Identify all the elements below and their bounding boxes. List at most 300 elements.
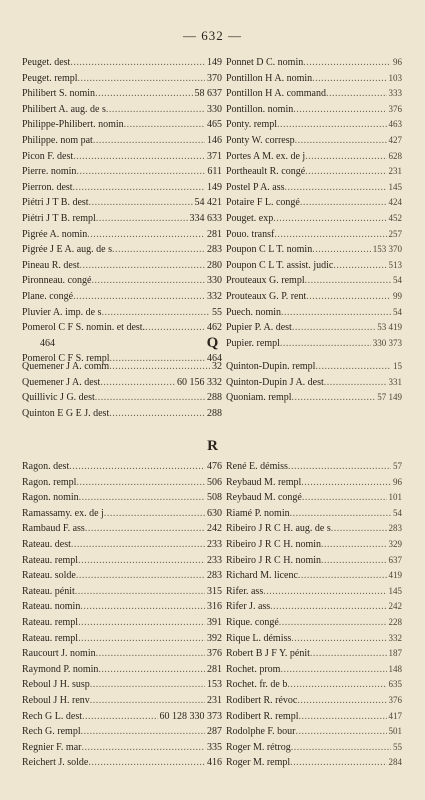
entry-name: Pigrée J E A. aug. de s: [22, 244, 112, 256]
leader-dots: [73, 149, 205, 165]
entry-page-numbers: 153: [207, 679, 222, 691]
entry-page-numbers: 283: [207, 244, 222, 256]
index-entry: [22, 149, 222, 165]
entry-page-numbers: 280: [207, 259, 222, 271]
leader-dots: [292, 390, 376, 406]
index-entry: [22, 584, 222, 600]
entry-name: Pontillon. nomin: [226, 103, 294, 115]
section-letter-q: Q: [206, 335, 219, 351]
entry-name: Regnier F. mar: [22, 741, 82, 753]
leader-dots: [280, 662, 386, 678]
leader-dots: [274, 227, 386, 243]
entry-page-numbers: 284: [388, 757, 402, 768]
index-entry: [22, 709, 222, 725]
index-entry: [22, 599, 222, 615]
entry-page-numbers: 287: [207, 726, 222, 738]
entry-page-numbers: 465: [207, 119, 222, 131]
page-number: — 632 —: [183, 28, 242, 43]
entry-name: Quinton-Dupin. rempl: [226, 361, 316, 372]
leader-dots: [270, 599, 386, 615]
leader-dots: [290, 755, 386, 771]
leader-dots: [75, 584, 205, 600]
index-entry: [226, 164, 402, 180]
leader-dots: [277, 117, 386, 133]
entry-name: Riamé P. nomin: [226, 507, 290, 519]
leader-dots: [76, 475, 205, 491]
index-entry: [226, 71, 402, 87]
entry-name: Pouo. transf: [226, 228, 275, 240]
leader-dots: [281, 305, 391, 321]
leader-dots: [305, 164, 386, 180]
entry-name: Richard M. licenc: [226, 570, 298, 582]
index-entry: [226, 724, 402, 740]
leader-dots: [89, 195, 193, 211]
index-entry: [22, 406, 222, 422]
index-entry: [226, 677, 402, 693]
entry-page-numbers: 242: [388, 601, 402, 612]
leader-dots: [88, 755, 205, 771]
entry-name: Rodolphe F. bour: [226, 726, 296, 738]
entry-name: Quinton E G E J. dest: [22, 407, 110, 419]
leader-dots: [297, 693, 386, 709]
leader-dots: [306, 289, 391, 305]
entry-name: Plane. congé: [22, 290, 74, 302]
entry-page-numbers: 283: [207, 570, 222, 582]
index-entry: [226, 211, 402, 227]
index-entry: [226, 584, 402, 600]
leader-dots: [95, 390, 205, 406]
index-entry: [226, 117, 402, 133]
entry-page-numbers: 376: [388, 103, 402, 114]
leader-dots: [90, 693, 205, 709]
entry-page-numbers: 96: [393, 476, 402, 487]
index-entry: [226, 258, 402, 274]
index-entry: [226, 521, 402, 537]
entry-name: Reboul J H. renv: [22, 694, 90, 706]
entry-page-numbers: 145: [388, 585, 402, 596]
entry-page-numbers: 96: [393, 57, 402, 67]
leader-dots: [331, 521, 387, 537]
entry-name: Reybaud M. congé: [226, 492, 302, 504]
entry-name: Rifer J. ass: [226, 601, 271, 613]
entry-page-numbers: 628: [388, 150, 402, 161]
entry-name: Portes A M. ex. de j: [226, 150, 306, 162]
leader-dots: [300, 195, 387, 211]
index-entry: [226, 102, 402, 118]
entry-name: Rateau. nomin: [22, 601, 81, 613]
index-entry: [22, 553, 222, 569]
entry-page-numbers: 371: [207, 150, 222, 162]
index-entry: [22, 755, 222, 771]
leader-dots: [315, 359, 391, 375]
leader-dots: [100, 375, 175, 391]
entry-page-numbers: 145: [388, 181, 402, 192]
entry-page-numbers: 60 156 332: [177, 376, 222, 388]
entry-name: Pigrée A. nomin: [22, 228, 88, 240]
index-entry: [226, 195, 402, 211]
entry-name: Rech G L. dest: [22, 710, 82, 722]
index-entry: [22, 211, 222, 227]
entry-name: Rech G. rempl: [22, 726, 81, 738]
entry-page-numbers: 99: [393, 290, 402, 301]
leader-dots: [109, 406, 205, 422]
entry-page-numbers: 630: [207, 507, 222, 519]
index-entry: [226, 475, 402, 491]
entry-page-numbers: 376: [388, 694, 402, 705]
entry-name: Rodibert R. rempl: [226, 710, 299, 722]
leader-dots: [69, 459, 205, 475]
index-column-r-left: [22, 459, 222, 771]
entry-name: Quemener J A. comm: [22, 361, 110, 372]
entry-page-numbers: 15: [393, 361, 402, 371]
entry-name: Rateau. rempl: [22, 632, 79, 644]
entry-page-numbers: 281: [207, 663, 222, 675]
index-entry: [22, 646, 222, 662]
leader-dots: [80, 599, 205, 615]
leader-dots: [106, 102, 205, 118]
entry-name: Rifer. ass: [226, 585, 264, 597]
entry-page-numbers: 228: [388, 616, 402, 627]
entry-page-numbers: 55: [212, 306, 222, 318]
entry-page-numbers: 464: [207, 353, 222, 365]
entry-name: Pineau R. dest: [22, 259, 80, 271]
entry-page-numbers: 57 149: [377, 392, 402, 403]
leader-dots: [312, 242, 371, 258]
index-entry: [22, 537, 222, 553]
index-entry: [22, 521, 222, 537]
entry-page-numbers: 55: [393, 741, 402, 752]
leader-dots: [95, 86, 192, 102]
index-entry: [22, 289, 222, 305]
entry-name: Roger M. rempl: [226, 757, 291, 769]
entry-page-numbers: 316: [207, 601, 222, 613]
entry-page-numbers: 513: [388, 259, 402, 270]
leader-dots: [273, 211, 386, 227]
section-letter-r: R: [207, 438, 218, 454]
entry-name: Pouget. exp: [226, 212, 274, 224]
leader-dots: [76, 568, 205, 584]
index-entry: [226, 553, 402, 569]
entry-page-numbers: 330 373: [372, 337, 402, 348]
leader-dots: [291, 740, 391, 756]
leader-dots: [124, 117, 205, 133]
entry-name: Philippe. nom pat: [22, 134, 93, 146]
entry-name: Ribeiro J R C H. aug. de s: [226, 523, 331, 535]
entry-page-numbers: 148: [388, 663, 402, 674]
index-entry: [22, 258, 222, 274]
leader-dots: [291, 631, 386, 647]
entry-page-numbers: 392: [207, 632, 222, 644]
entry-page-numbers: 370: [207, 72, 222, 84]
leader-dots: [73, 180, 205, 196]
entry-page-numbers: 233: [207, 554, 222, 566]
leader-dots: [295, 724, 386, 740]
entry-name: Rique. congé: [226, 616, 279, 628]
leader-dots: [292, 320, 375, 336]
index-entry: [226, 568, 402, 584]
index-entry: [226, 375, 402, 391]
entry-name: Ribeiro J R C H. nomin: [226, 538, 322, 550]
index-entry: [22, 117, 222, 133]
entry-name: Quillivic J G. dest: [22, 392, 95, 404]
entry-name: Puech. nomin: [226, 306, 281, 318]
index-entry: [22, 615, 222, 631]
leader-dots: [78, 71, 205, 87]
entry-page-numbers: 103: [388, 72, 402, 83]
index-entry: [22, 740, 222, 756]
entry-name: Pluvier A. imp. de s: [22, 306, 102, 318]
entry-page-numbers: 391: [207, 616, 222, 628]
entry-name: Ragon. nomin: [22, 492, 79, 504]
entry-name: 464: [40, 337, 55, 349]
index-entry: [226, 615, 402, 631]
leader-dots: [333, 258, 386, 274]
index-entry: [226, 289, 402, 305]
leader-dots: [326, 86, 387, 102]
leader-dots: [96, 211, 188, 227]
index-column-q-right: [226, 359, 402, 406]
leader-dots: [82, 709, 158, 725]
entry-name: Philippe-Philibert. nomin: [22, 119, 124, 131]
entry-name: Picon F. dest: [22, 150, 74, 162]
index-entry: [22, 227, 222, 243]
entry-page-numbers: 233: [207, 538, 222, 550]
entry-page-numbers: 149: [207, 181, 222, 193]
index-entry: [226, 646, 402, 662]
leader-dots: [288, 459, 391, 475]
entry-page-numbers: 427: [388, 134, 402, 145]
index-entry: [22, 662, 222, 678]
leader-dots: [321, 553, 386, 569]
entry-page-numbers: 376: [207, 648, 222, 660]
entry-page-numbers: 288: [207, 407, 222, 419]
entry-page-numbers: 330: [207, 275, 222, 287]
entry-page-numbers: 32: [212, 361, 222, 372]
leader-dots: [145, 320, 205, 336]
leader-dots: [93, 133, 205, 149]
entry-name: Quoniam. rempl: [226, 392, 292, 404]
index-entry: [226, 180, 402, 196]
leader-dots: [91, 273, 205, 289]
leader-dots: [76, 164, 205, 180]
entry-page-numbers: 637: [388, 554, 402, 565]
index-entry: [226, 305, 402, 321]
entry-page-numbers: 332: [207, 290, 222, 302]
entry-name: Prouteaux G. P. rent: [226, 290, 307, 302]
entry-page-numbers: 146: [207, 134, 222, 146]
leader-dots: [321, 537, 386, 553]
entry-page-numbers: 416: [207, 757, 222, 769]
entry-name: Pontillon H A. nomin: [226, 72, 313, 84]
index-entry: [226, 149, 402, 165]
index-entry: [226, 693, 402, 709]
entry-name: Philibert S. nomin: [22, 88, 96, 100]
leader-dots: [310, 646, 387, 662]
entry-name: Quemener J A. dest: [22, 376, 101, 388]
entry-page-numbers: 101: [388, 492, 402, 503]
index-entry: [22, 242, 222, 258]
entry-name: Rochet. prom: [226, 663, 281, 675]
entry-page-numbers: 501: [388, 726, 402, 737]
index-entry: [22, 490, 222, 506]
index-entry: [22, 195, 222, 211]
index-entry: [22, 459, 222, 475]
index-entry: [22, 724, 222, 740]
entry-name: René E. démiss: [226, 461, 288, 472]
entry-name: Pontillon H A. command: [226, 88, 326, 100]
index-entry: [226, 320, 402, 336]
index-entry: [22, 693, 222, 709]
index-entry: [226, 227, 402, 243]
leader-dots: [293, 102, 386, 118]
entry-page-numbers: 60 128 330 373: [159, 710, 222, 722]
entry-name: Potaire F L. congé: [226, 197, 300, 209]
index-entry: [22, 359, 222, 375]
index-entry: [226, 273, 402, 289]
index-column-p-left: [22, 55, 222, 367]
entry-page-numbers: 330: [207, 103, 222, 115]
entry-name: Ragon. dest: [22, 461, 70, 472]
entry-page-numbers: 54: [393, 507, 402, 518]
entry-page-numbers: 611: [207, 166, 222, 178]
entry-page-numbers: 54: [393, 306, 402, 317]
index-entry: [226, 631, 402, 647]
leader-dots: [287, 677, 386, 693]
entry-page-numbers: 57: [393, 461, 402, 471]
entry-page-numbers: 281: [207, 228, 222, 240]
leader-dots: [298, 568, 387, 584]
entry-page-numbers: 54 421: [194, 197, 222, 209]
leader-dots: [324, 375, 387, 391]
leader-dots: [87, 227, 205, 243]
entry-page-numbers: 419: [388, 570, 402, 581]
entry-name: Rateau. solde: [22, 570, 76, 582]
index-column-r-right: [226, 459, 402, 771]
entry-name: Rodibert R. révoc: [226, 694, 298, 706]
index-column-p-right: [226, 55, 402, 351]
index-entry: [22, 390, 222, 406]
entry-page-numbers: 331: [388, 376, 402, 387]
index-entry: [22, 568, 222, 584]
index-entry: [22, 133, 222, 149]
index-entry: [22, 375, 222, 391]
index-entry: [22, 71, 222, 87]
index-entry: [22, 164, 222, 180]
index-entry: [22, 475, 222, 491]
entry-page-numbers: 187: [388, 648, 402, 659]
entry-page-numbers: 506: [207, 476, 222, 488]
index-entry: [22, 506, 222, 522]
leader-dots: [290, 506, 391, 522]
entry-name: Philibert A. aug. de s: [22, 103, 106, 115]
entry-name: Rateau. dest: [22, 538, 71, 550]
leader-dots: [263, 584, 386, 600]
entry-name: Reboul J H. susp: [22, 679, 90, 691]
index-entry: [226, 537, 402, 553]
entry-name: Pupier. rempl: [226, 337, 280, 349]
entry-name: Peuget. dest: [22, 57, 71, 68]
index-entry: [226, 599, 402, 615]
entry-name: Ponty W. corresp: [226, 134, 295, 146]
entry-page-numbers: 242: [207, 523, 222, 535]
entry-name: Raymond P. nomin: [22, 663, 99, 675]
entry-page-numbers: 329: [388, 538, 402, 549]
entry-page-numbers: 417: [388, 710, 402, 721]
index-entry: [22, 320, 222, 336]
entry-page-numbers: 53 419: [377, 322, 402, 333]
entry-name: Roger M. rétrog: [226, 741, 291, 753]
entry-name: Portheault R. congé: [226, 166, 306, 178]
leader-dots: [305, 273, 391, 289]
index-entry: [226, 506, 402, 522]
index-entry: [22, 102, 222, 118]
index-entry: [22, 677, 222, 693]
entry-name: Ragon. rempl: [22, 476, 77, 488]
leader-dots: [79, 490, 205, 506]
leader-dots: [301, 475, 391, 491]
leader-dots: [101, 305, 210, 321]
leader-dots: [78, 553, 205, 569]
index-entry: [22, 273, 222, 289]
leader-dots: [71, 537, 205, 553]
entry-name: Peuget. rempl: [22, 72, 78, 84]
leader-dots: [81, 724, 205, 740]
index-entry: [226, 755, 402, 771]
entry-name: Rateau. rempl: [22, 554, 79, 566]
entry-page-numbers: 508: [207, 492, 222, 504]
index-entry: [226, 86, 402, 102]
index-entry: [22, 86, 222, 102]
entry-page-numbers: 58 637: [194, 88, 222, 100]
entry-page-numbers: 463: [388, 119, 402, 130]
entry-name: Rateau. rempl: [22, 616, 79, 628]
entry-name: Rateau. pénit: [22, 585, 75, 597]
leader-dots: [85, 521, 205, 537]
index-entry: [22, 55, 222, 71]
leader-dots: [78, 631, 205, 647]
leader-dots: [279, 615, 387, 631]
entry-name: Quinton-Dupin J A. dest: [226, 376, 324, 388]
entry-page-numbers: 149: [207, 57, 222, 68]
entry-name: Ponty. rempl: [226, 119, 278, 131]
leader-dots: [109, 359, 210, 375]
entry-page-numbers: 462: [207, 322, 222, 334]
entry-name: Piétri J T B. rempl: [22, 212, 96, 224]
leader-dots: [312, 71, 386, 87]
entry-page-numbers: 231: [388, 166, 402, 177]
entry-page-numbers: 333: [388, 88, 402, 99]
leader-dots: [302, 490, 387, 506]
entry-name: Poupon C L T. nomin: [226, 244, 313, 256]
index-entry: [226, 709, 402, 725]
leader-dots: [98, 662, 205, 678]
index-entry: [226, 359, 402, 375]
entry-name: Rique L. démiss: [226, 632, 292, 644]
leader-dots: [70, 55, 205, 71]
index-column-q-left: [22, 359, 222, 421]
entry-name: Pomerol C F S. nomin. et dest.: [22, 322, 146, 334]
entry-page-numbers: 635: [388, 679, 402, 690]
leader-dots: [303, 55, 391, 71]
leader-dots: [81, 740, 205, 756]
entry-name: Piétri J T B. dest: [22, 197, 89, 209]
entry-name: Robert B J F Y. pénit: [226, 648, 310, 660]
leader-dots: [80, 258, 206, 274]
leader-dots: [96, 646, 205, 662]
entry-page-numbers: 424: [388, 197, 402, 208]
entry-name: Prouteaux G. rempl: [226, 275, 305, 287]
entry-page-numbers: 334 633: [189, 212, 222, 224]
